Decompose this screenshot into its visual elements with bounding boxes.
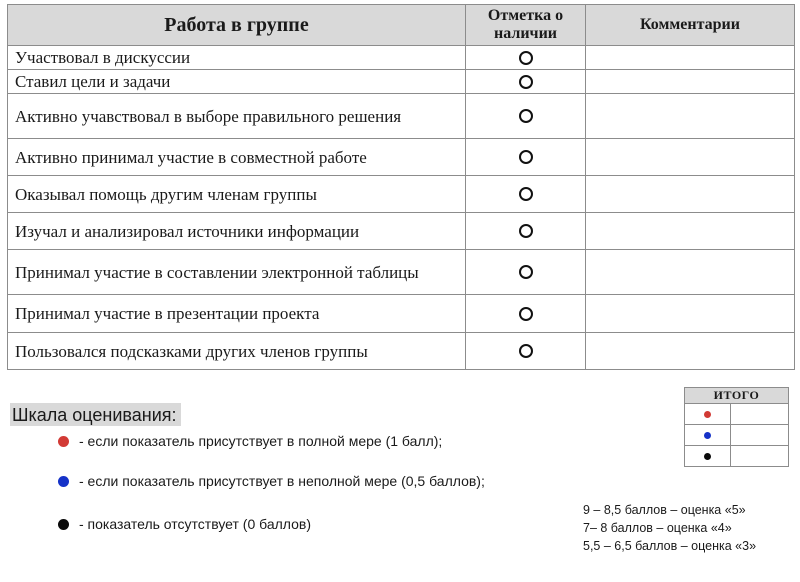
itogo-row [685,404,789,425]
comment-cell[interactable] [586,176,795,213]
red-dot-icon [58,436,69,447]
circle-outline-icon[interactable] [519,150,533,164]
legend-text: - если показатель присутствует в полной мере (1 балл); [79,433,443,449]
mark-cell[interactable] [466,70,586,94]
comment-cell[interactable] [586,139,795,176]
circle-outline-icon[interactable] [519,265,533,279]
scale-title: Шкала оценивания: [10,403,181,426]
mark-cell[interactable] [466,333,586,370]
legend-item-full [58,433,442,449]
mark-cell[interactable] [466,139,586,176]
itogo-table [684,387,789,467]
circle-outline-icon[interactable] [519,51,533,65]
comment-cell[interactable] [586,295,795,333]
header-comments: Комментарии [586,5,795,46]
group-work-table [7,4,795,370]
table-row [8,94,795,139]
grade-thresholds [583,501,756,555]
criterion-cell: Изучал и анализировал источники информации [8,213,466,250]
mark-cell[interactable] [466,176,586,213]
criterion-cell: Принимал участие в презентации проекта [8,295,466,333]
itogo-value-cell[interactable] [731,404,789,425]
mark-cell[interactable] [466,46,586,70]
mark-cell[interactable] [466,295,586,333]
table-row [8,295,795,333]
circle-outline-icon[interactable] [519,75,533,89]
black-dot-icon [704,453,711,460]
mark-cell[interactable] [466,94,586,139]
header-group-work: Работа в группе [8,5,466,46]
table-row [8,46,795,70]
table-row [8,139,795,176]
comment-cell[interactable] [586,70,795,94]
blue-dot-icon [704,432,711,439]
criterion-cell: Пользовался подсказками других членов группы [8,333,466,370]
table-header-row [8,5,795,46]
grade-line: 9 – 8,5 баллов – оценка «5» [583,503,746,517]
header-presence-mark: Отметка о наличии [466,5,586,46]
comment-cell[interactable] [586,46,795,70]
grade-line: 7– 8 баллов – оценка «4» [583,521,732,535]
table-row [8,70,795,94]
circle-outline-icon[interactable] [519,307,533,321]
legend-item-absent [58,516,311,532]
itogo-row [685,446,789,467]
circle-outline-icon[interactable] [519,109,533,123]
comment-cell[interactable] [586,94,795,139]
itogo-row [685,425,789,446]
circle-outline-icon[interactable] [519,187,533,201]
comment-cell[interactable] [586,333,795,370]
black-dot-icon [58,519,69,530]
legend-item-partial [58,473,485,489]
red-dot-icon [704,411,711,418]
criterion-cell: Активно принимал участие в совместной работе [8,139,466,176]
table-row [8,333,795,370]
mark-cell[interactable] [466,250,586,295]
itogo-value-cell[interactable] [731,425,789,446]
mark-cell[interactable] [466,213,586,250]
comment-cell[interactable] [586,213,795,250]
itogo-value-cell[interactable] [731,446,789,467]
blue-dot-icon [58,476,69,487]
criterion-cell: Оказывал помощь другим членам группы [8,176,466,213]
criterion-cell: Ставил цели и задачи [8,70,466,94]
criterion-cell: Принимал участие в составлении электронной таблицы [8,250,466,295]
criterion-cell: Участвовал в дискуссии [8,46,466,70]
circle-outline-icon[interactable] [519,344,533,358]
legend-text: - если показатель присутствует в неполной мере (0,5 баллов); [79,473,485,489]
itogo-header: ИТОГО [685,388,789,404]
legend-text: - показатель отсутствует (0 баллов) [79,516,312,532]
table-row [8,250,795,295]
comment-cell[interactable] [586,250,795,295]
table-row [8,213,795,250]
grade-line: 5,5 – 6,5 баллов – оценка «3» [583,539,757,553]
table-row [8,176,795,213]
criterion-cell: Активно учавствовал в выборе правильного решения [8,94,466,139]
circle-outline-icon[interactable] [519,224,533,238]
